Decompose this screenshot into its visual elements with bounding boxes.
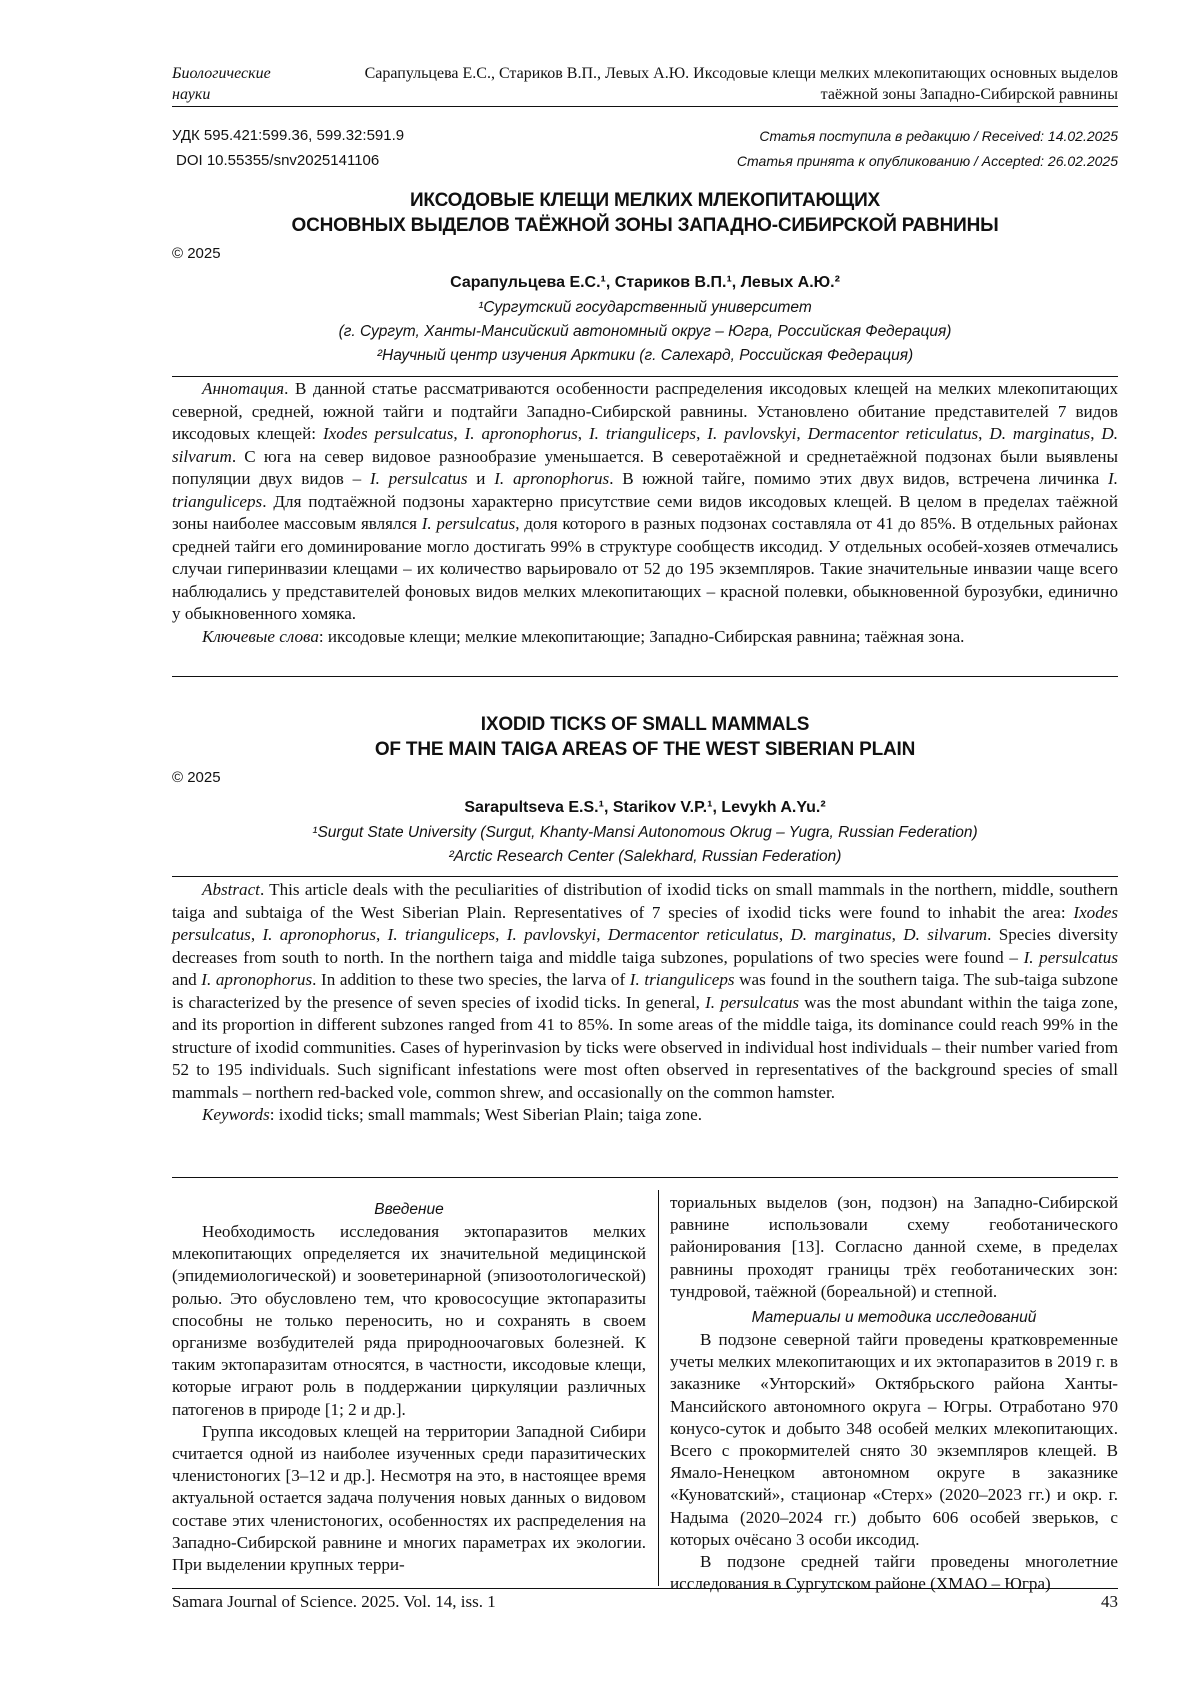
en-title-line2: OF THE MAIN TAIGA AREAS OF THE WEST SIBERIAN PLAIN <box>172 737 1118 762</box>
intro-paragraph-1: Необходимость исследования эктопаразитов мелких млекопитающих определяется их значительной медицинской (эпидемиологической) и зооветеринарной (эпизоотологической) ролью. Это обусловлено тем, что кровососущие эктопаразиты способны не только переносить, но и сохранять в своем организме возбудителей ряда природноочаговых болезней. К таким эктопаразитам относятся, в частности, иксодовые клещи, которые играют роль в поддержании циркуляции различных патогенов в природе [1; 2 и др.]. <box>172 1221 646 1421</box>
ru-affiliation-1: ¹Сургутский государственный университет <box>172 296 1118 320</box>
ru-affiliation-1b: (г. Сургут, Ханты-Мансийский автономный округ – Югра, Российская Федерация) <box>172 320 1118 344</box>
intro-paragraph-3: ториальных выделов (зон, подзон) на Западно-Сибирской равнине использовали схему геоботанического районирования [13]. Согласно данной схеме, в пределах равнины проходят границы трёх геоботанических зон: тундровой, таёжной (бореальной) и степной. <box>670 1192 1118 1303</box>
en-abstract <box>172 879 1118 1127</box>
en-abstract-text: Abstract. This article deals with the peculiarities of distribution of ixodid ticks on small mammals in the northern, middle, southern taiga and subtaiga of the West Siberian Plain. Representatives of 7 species of ixodid ticks were found to inhabit the area: Ixodes persulcatus, I. apronophorus, I. trianguliceps, I. pavlovskyi, Dermacentor reticulatus, D. marginatus, D. silvarum. Species diversity decreases from south to north. In the northern taiga and middle taiga subzones, populations of two species were found – I. persulcatus and I. apronophorus. In addition to these two species, the larva of I. trianguliceps was found in the southern taiga. The sub-taiga subzone is characterized by the presence of seven species of ixodid ticks. In general, I. persulcatus was the most abundant within the taiga zone, and its proportion in different subzones ranged from 41 to 85%. In some areas of the middle taiga, its dominance could reach 99% in the structure of ixodid communities. Cases of hyperinvasion by ticks were observed in individual host individuals – their number varied from 52 to 195 individuals. Such significant infestations were most often observed in representatives of the background species of small mammals – northern red-backed vole, common shrew, and occasionally on the common hamster. <box>172 879 1118 1104</box>
ru-abstract-text: Аннотация. В данной статье рассматриваются особенности распределения иксодовых клещей на мелких млекопитающих северной, средней, южной тайги и подтайги Западно-Сибирской равнины. Установлено обитание представителей 7 видов иксодовых клещей: Ixodes persulcatus, I. apronophorus, I. trianguliceps, I. pavlovskyi, Dermacentor reticulatus, D. marginatus, D. silvarum. С юга на север видовое разнообразие уменьшается. В северотаёжной и среднетаёжной подзонах были выявлены популяции двух видов – I. persulcatus и I. apronophorus. В южной тайге, помимо этих двух видов, встречена личинка I. trianguliceps. Для подтаёжной подзоны характерно присутствие семи видов иксодовых клещей. В целом в пределах таёжной зоны наиболее массовым являлся I. persulcatus, доля которого в разных подзонах составляла от 41 до 85%. В отдельных районах средней тайги его доминирование могло достигать 99% в структуре сообществ иксодид. У отдельных особей-хозяев отмечались случаи гиперинвазии клещами – их количество варьировало от 52 до 195 экземпляров. Такие значительные инвазии чаще всего наблюдались у представителей фоновых видов мелких млекопитающих – красной полевки, обыкновенной бурозубки, единично у обыкновенного хомяка. <box>172 378 1118 626</box>
header-rule <box>172 106 1118 107</box>
ru-title-line2: ОСНОВНЫХ ВЫДЕЛОВ ТАЁЖНОЙ ЗОНЫ ЗАПАДНО-СИБИРСКОЙ РАВНИНЫ <box>172 213 1118 238</box>
received-date: Статья поступила в редакцию / Received: 14.02.2025 <box>759 126 1118 146</box>
en-title-line1: IXODID TICKS OF SMALL MAMMALS <box>172 712 1118 737</box>
doi: DOI 10.55355/snv2025141106 <box>176 151 379 171</box>
footer-journal: Samara Journal of Science. 2025. Vol. 14, iss. 1 <box>172 1592 496 1612</box>
running-title: Сарапульцева Е.С., Стариков В.П., Левых А.Ю. Иксодовые клещи мелких млекопитающих основных выделов таёжной зоны Западно-Сибирской равнины <box>358 63 1118 105</box>
en-copyright: © 2025 <box>172 769 221 786</box>
en-abstract-top-rule <box>172 876 1118 877</box>
column-divider <box>658 1190 659 1586</box>
journal-section: Биологические науки <box>172 63 292 105</box>
body-left-column <box>172 1199 646 1576</box>
en-affiliation-1: ¹Surgut State University (Surgut, Khanty-Mansi Autonomous Okrug – Yugra, Russian Federation) <box>172 821 1118 845</box>
ru-affiliation-2: ²Научный центр изучения Арктики (г. Салехард, Российская Федерация) <box>172 344 1118 368</box>
ru-copyright: © 2025 <box>172 245 221 262</box>
en-authors: Sarapultseva E.S.¹, Starikov V.P.¹, Levykh A.Yu.² <box>172 799 1118 817</box>
udk: УДК 595.421:599.36, 599.32:591.9 <box>172 126 404 146</box>
methods-paragraph-2: В подзоне средней тайги проведены многолетние исследования в Сургутском районе (ХМАО – Югра) <box>670 1551 1118 1595</box>
en-abstract-bottom-rule <box>172 1177 1118 1178</box>
en-keywords: Keywords: ixodid ticks; small mammals; West Siberian Plain; taiga zone. <box>172 1104 1118 1127</box>
ru-authors: Сарапульцева Е.С.¹, Стариков В.П.¹, Левых А.Ю.² <box>172 274 1118 292</box>
ru-abstract-top-rule <box>172 376 1118 377</box>
ru-title-line1: ИКСОДОВЫЕ КЛЕЩИ МЕЛКИХ МЛЕКОПИТАЮЩИХ <box>172 188 1118 213</box>
intro-heading: Введение <box>172 1199 646 1221</box>
page-number: 43 <box>1101 1592 1118 1612</box>
ru-keywords: Ключевые слова: иксодовые клещи; мелкие млекопитающие; Западно-Сибирская равнина; таёжная зона. <box>172 626 1118 649</box>
footer-rule <box>172 1588 1118 1589</box>
accepted-date: Статья принята к опубликованию / Accepted: 26.02.2025 <box>737 151 1118 171</box>
ru-abstract-bottom-rule <box>172 676 1118 677</box>
ru-abstract <box>172 378 1118 648</box>
en-affiliation-2: ²Arctic Research Center (Salekhard, Russian Federation) <box>172 845 1118 869</box>
methods-paragraph-1: В подзоне северной тайги проведены кратковременные учеты мелких млекопитающих и их эктопаразитов в 2019 г. в заказнике «Унторский» Октябрьского района Ханты-Мансийского автономного округа – Югры. Отработано 970 конусо-суток и добыто 348 особей мелких млекопитающих. Всего с прокормителей снято 30 экземпляров клещей. В Ямало-Ненецком автономном округе в заказнике «Куноватский», стационар «Стерх» (2020–2023 гг.) и окр. г. Надыма (2020–2024 гг.) добыто 606 особей зверьков, с которых очёсано 3 особи иксодид. <box>670 1329 1118 1551</box>
body-right-column <box>670 1192 1118 1595</box>
intro-paragraph-2: Группа иксодовых клещей на территории Западной Сибири считается одной из наиболее изученных среди паразитических членистоногих [3–12 и др.]. Несмотря на это, в настоящее время актуальной остается задача получения новых данных о видовом составе этих членистоногих, особенностях их распределения на Западно-Сибирской равнине и многих параметрах их экологии. При выделении крупных терри- <box>172 1421 646 1576</box>
methods-heading: Материалы и методика исследований <box>670 1307 1118 1329</box>
